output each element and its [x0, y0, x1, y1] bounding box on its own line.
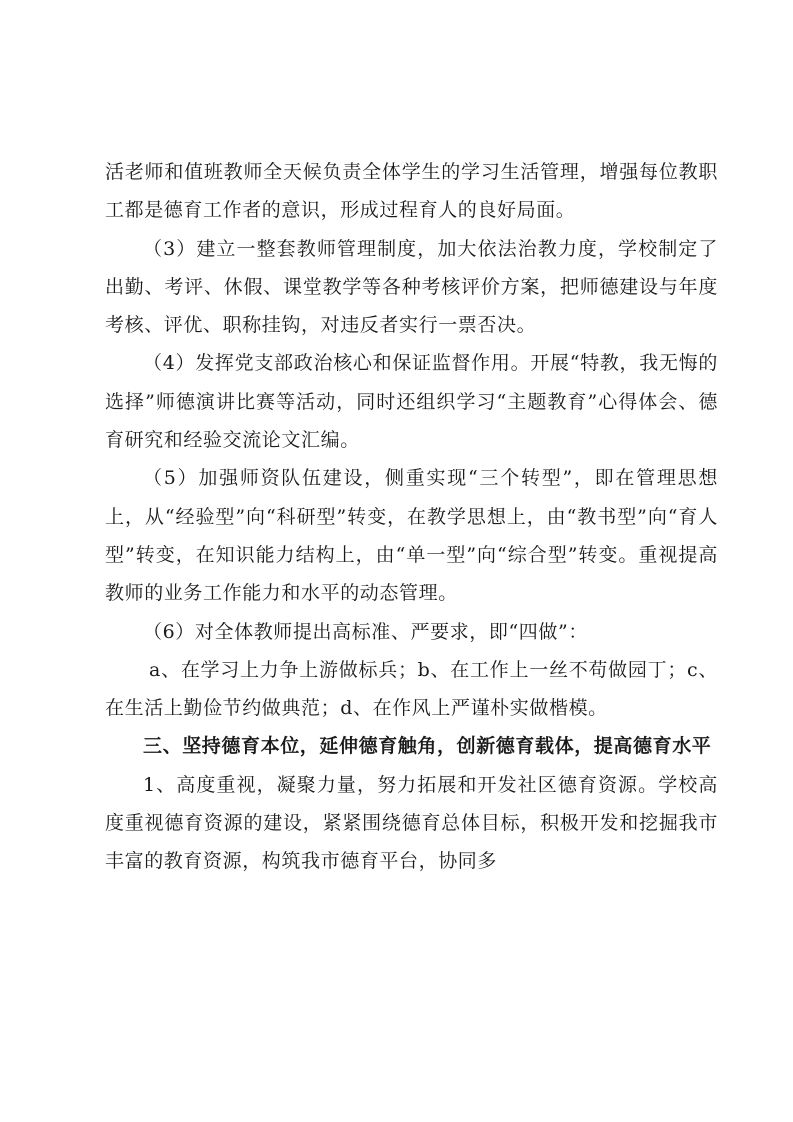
paragraph-item-6: （6）对全体教师提出高标准、严要求，即“四做”：: [143, 620, 588, 643]
paragraph-point-1: 1、高度重视，凝聚力量，努力拓展和开发社区德育资源。学校高度重视德育资源的建设，紧紧围绕德育总体目标，积极开发和挖掘我市丰富的教育资源，构筑我市德育平台，协同多: [105, 773, 718, 873]
paragraph-four-do-list: a、在学习上力争上游做标兵；b、在工作上一丝不苟做园丁；c、在生活上勤俭节约做典范；d、在作风上严谨朴实做楷模。: [105, 658, 718, 720]
paragraph-item-5: （5）加强师资队伍建设，侧重实现“三个转型”，即在管理思想上，从“经验型”向“科研型”转变，在教学思想上，由“教书型”向“育人型”转变，在知识能力结构上，由“单一型”向“综合型”转变。重视提高教师的业务工作能力和水平的动态管理。: [105, 467, 718, 605]
section-heading-3: 三、坚持德育本位，延伸德育触角，创新德育载体，提高德育水平: [143, 735, 712, 758]
document-body: [105, 153, 718, 881]
paragraph-continuation: 活老师和值班教师全天候负责全体学生的学习生活管理，增强每位教职工都是德育工作者的意识，形成过程育人的良好局面。: [105, 161, 718, 222]
paragraph-item-3: （3）建立一整套教师管理制度，加大依法治教力度，学校制定了出勤、考评、休假、课堂教学等各种考核评价方案，把师德建设与年度考核、评优、职称挂钩，对违反者实行一票否决。: [105, 237, 718, 337]
paragraph-item-4: （4）发挥党支部政治核心和保证监督作用。开展“特教，我无悔的选择”师德演讲比赛等活动，同时还组织学习“主题教育”心得体会、德育研究和经验交流论文汇编。: [105, 352, 718, 452]
